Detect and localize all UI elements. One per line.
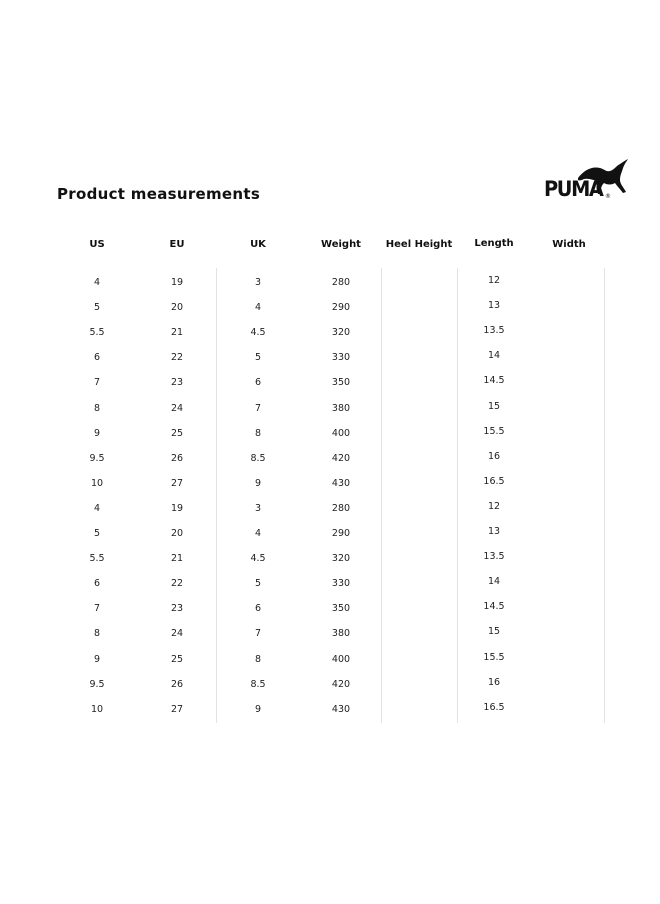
- cell-weight: 290: [331, 528, 351, 539]
- cell-eu: 20: [170, 528, 184, 539]
- cell-weight: 380: [331, 403, 351, 414]
- cell-eu: 22: [170, 578, 184, 589]
- cell-us: 5.5: [89, 553, 105, 564]
- cell-us: 9.5: [89, 679, 105, 690]
- cell-eu: 25: [170, 428, 184, 439]
- cell-uk: 5: [254, 578, 262, 589]
- cell-eu: 24: [170, 403, 184, 414]
- cell-uk: 8: [254, 428, 262, 439]
- cell-us: 7: [93, 603, 101, 614]
- cell-length: 14.5: [483, 601, 505, 612]
- cell-uk: 4.5: [250, 553, 266, 564]
- cell-length: 13: [487, 526, 501, 537]
- cell-uk: 7: [254, 628, 262, 639]
- cell-length: 16.5: [483, 476, 505, 487]
- cell-weight: 400: [331, 428, 351, 439]
- cell-us: 10: [90, 478, 104, 489]
- cell-weight: 350: [331, 377, 351, 388]
- cell-weight: 320: [331, 553, 351, 564]
- cell-weight: 420: [331, 679, 351, 690]
- cell-eu: 20: [170, 302, 184, 313]
- cell-uk: 5: [254, 352, 262, 363]
- cell-weight: 330: [331, 352, 351, 363]
- cell-eu: 22: [170, 352, 184, 363]
- cell-us: 7: [93, 377, 101, 388]
- cell-eu: 24: [170, 628, 184, 639]
- cell-us: 8: [93, 628, 101, 639]
- cell-uk: 8.5: [250, 679, 266, 690]
- cell-uk: 3: [254, 277, 262, 288]
- header-width: Width: [552, 239, 586, 250]
- column-divider: [216, 268, 217, 723]
- cell-uk: 7: [254, 403, 262, 414]
- brand-wordmark: PUMA: [544, 177, 603, 201]
- column-divider: [381, 268, 382, 723]
- cell-weight: 350: [331, 603, 351, 614]
- column-divider: [604, 268, 605, 723]
- cell-us: 5: [93, 302, 101, 313]
- cell-length: 16: [487, 677, 501, 688]
- cell-uk: 4: [254, 528, 262, 539]
- registered-mark: ®: [605, 193, 611, 200]
- cell-length: 15.5: [483, 652, 505, 663]
- cell-weight: 430: [331, 704, 351, 715]
- cell-uk: 4: [254, 302, 262, 313]
- cell-eu: 26: [170, 679, 184, 690]
- cell-eu: 26: [170, 453, 184, 464]
- cell-length: 15: [487, 626, 501, 637]
- cell-uk: 8: [254, 654, 262, 665]
- cell-length: 15: [487, 401, 501, 412]
- cell-us: 5: [93, 528, 101, 539]
- cell-eu: 23: [170, 377, 184, 388]
- cell-us: 9: [93, 654, 101, 665]
- cell-weight: 280: [331, 277, 351, 288]
- cell-weight: 380: [331, 628, 351, 639]
- cell-eu: 19: [170, 277, 184, 288]
- cell-length: 13.5: [483, 325, 505, 336]
- cell-uk: 6: [254, 377, 262, 388]
- cell-us: 4: [93, 503, 101, 514]
- cell-length: 13.5: [483, 551, 505, 562]
- column-divider: [457, 268, 458, 723]
- cell-eu: 21: [170, 327, 184, 338]
- cell-weight: 290: [331, 302, 351, 313]
- cell-eu: 27: [170, 704, 184, 715]
- brand-logo: [540, 158, 630, 208]
- page-title: Product measurements: [57, 185, 261, 203]
- cell-length: 14: [487, 576, 501, 587]
- cell-eu: 21: [170, 553, 184, 564]
- cell-us: 8: [93, 403, 101, 414]
- cell-eu: 19: [170, 503, 184, 514]
- header-weight: Weight: [321, 239, 361, 250]
- cell-weight: 400: [331, 654, 351, 665]
- cell-eu: 25: [170, 654, 184, 665]
- cell-length: 12: [487, 501, 501, 512]
- cell-uk: 9: [254, 478, 262, 489]
- cell-length: 14.5: [483, 375, 505, 386]
- cell-weight: 330: [331, 578, 351, 589]
- cell-length: 14: [487, 350, 501, 361]
- cell-eu: 23: [170, 603, 184, 614]
- cell-uk: 9: [254, 704, 262, 715]
- cell-uk: 4.5: [250, 327, 266, 338]
- cell-us: 10: [90, 704, 104, 715]
- header-length: Length: [474, 238, 514, 249]
- header-heel-height: Heel Height: [385, 239, 453, 250]
- cell-us: 9.5: [89, 453, 105, 464]
- cell-uk: 8.5: [250, 453, 266, 464]
- header-us: US: [89, 239, 105, 250]
- cell-length: 16.5: [483, 702, 505, 713]
- cell-length: 16: [487, 451, 501, 462]
- header-uk: UK: [250, 239, 266, 250]
- cell-weight: 420: [331, 453, 351, 464]
- cell-us: 6: [93, 578, 101, 589]
- header-eu: EU: [169, 239, 185, 250]
- cell-eu: 27: [170, 478, 184, 489]
- cell-length: 12: [487, 275, 501, 286]
- cell-weight: 280: [331, 503, 351, 514]
- cell-length: 15.5: [483, 426, 505, 437]
- cell-us: 6: [93, 352, 101, 363]
- cell-uk: 6: [254, 603, 262, 614]
- cell-weight: 320: [331, 327, 351, 338]
- cell-uk: 3: [254, 503, 262, 514]
- cell-weight: 430: [331, 478, 351, 489]
- cell-us: 5.5: [89, 327, 105, 338]
- cell-us: 9: [93, 428, 101, 439]
- cell-length: 13: [487, 300, 501, 311]
- cell-us: 4: [93, 277, 101, 288]
